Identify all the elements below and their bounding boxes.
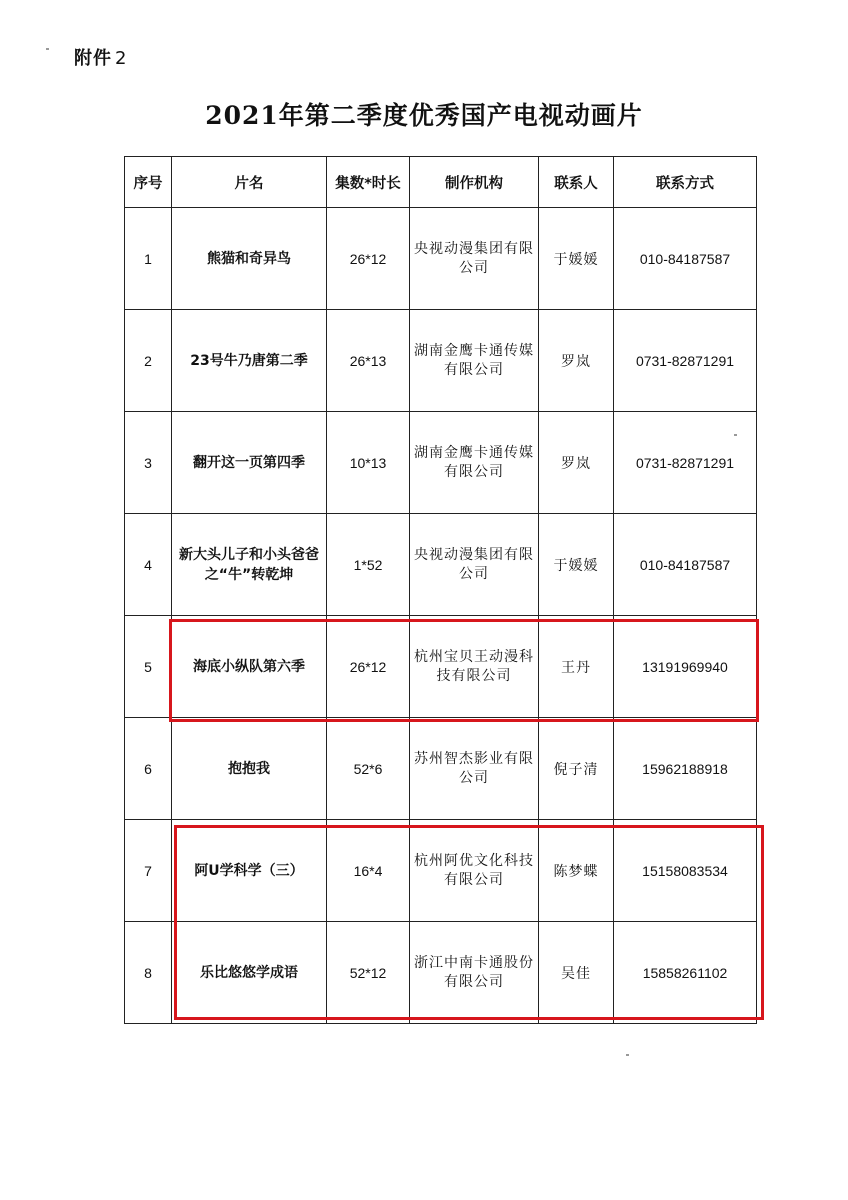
cell-name: 23号牛乃唐第二季 (172, 310, 327, 412)
animation-list-table (124, 156, 757, 1024)
cell-org: 湖南金鹰卡通传媒有限公司 (410, 310, 539, 412)
cell-episodes: 52*12 (327, 922, 410, 1024)
cell-phone: 010-84187587 (614, 208, 757, 310)
scan-speck (626, 1054, 629, 1056)
cell-org: 浙江中南卡通股份有限公司 (410, 922, 539, 1024)
cell-phone: 0731-82871291 (614, 310, 757, 412)
cell-org: 杭州宝贝王动漫科技有限公司 (410, 616, 539, 718)
attachment-label (74, 44, 127, 70)
cell-seq: 3 (125, 412, 172, 514)
cell-contact: 倪子清 (539, 718, 614, 820)
cell-contact: 吴佳 (539, 922, 614, 1024)
scan-speck (46, 48, 49, 50)
cell-seq: 5 (125, 616, 172, 718)
cell-episodes: 10*13 (327, 412, 410, 514)
cell-seq: 1 (125, 208, 172, 310)
cell-episodes: 52*6 (327, 718, 410, 820)
cell-seq: 6 (125, 718, 172, 820)
table-row (125, 616, 757, 718)
cell-name: 海底小纵队第六季 (172, 616, 327, 718)
header-name: 片名 (172, 157, 327, 208)
cell-org: 杭州阿优文化科技有限公司 (410, 820, 539, 922)
cell-contact: 于媛媛 (539, 208, 614, 310)
cell-org: 湖南金鹰卡通传媒有限公司 (410, 412, 539, 514)
header-contact: 联系人 (539, 157, 614, 208)
cell-contact: 陈梦蝶 (539, 820, 614, 922)
table-row (125, 310, 757, 412)
table-row (125, 412, 757, 514)
table-row (125, 922, 757, 1024)
cell-name: 乐比悠悠学成语 (172, 922, 327, 1024)
cell-episodes: 26*13 (327, 310, 410, 412)
cell-org: 央视动漫集团有限公司 (410, 208, 539, 310)
header-episodes: 集数*时长 (327, 157, 410, 208)
table-row (125, 718, 757, 820)
cell-phone: 15858261102 (614, 922, 757, 1024)
cell-phone: 0731-82871291 (614, 412, 757, 514)
cell-episodes: 1*52 (327, 514, 410, 616)
table-row (125, 820, 757, 922)
cell-contact: 罗岚 (539, 412, 614, 514)
attachment-number: 2 (115, 48, 128, 69)
cell-contact: 于媛媛 (539, 514, 614, 616)
cell-name: 翻开这一页第四季 (172, 412, 327, 514)
table-row (125, 514, 757, 616)
cell-episodes: 16*4 (327, 820, 410, 922)
cell-name: 熊猫和奇异鸟 (172, 208, 327, 310)
table-header-row (125, 157, 757, 208)
cell-phone: 010-84187587 (614, 514, 757, 616)
cell-seq: 8 (125, 922, 172, 1024)
cell-phone: 15962188918 (614, 718, 757, 820)
scan-speck (734, 434, 737, 436)
cell-seq: 7 (125, 820, 172, 922)
cell-episodes: 26*12 (327, 208, 410, 310)
cell-name: 新大头儿子和小头爸爸之“牛”转乾坤 (172, 514, 327, 616)
cell-org: 央视动漫集团有限公司 (410, 514, 539, 616)
header-org: 制作机构 (410, 157, 539, 208)
cell-phone: 15158083534 (614, 820, 757, 922)
cell-name: 阿U学科学（三） (172, 820, 327, 922)
header-seq: 序号 (125, 157, 172, 208)
cell-seq: 2 (125, 310, 172, 412)
cell-seq: 4 (125, 514, 172, 616)
cell-org: 苏州智杰影业有限公司 (410, 718, 539, 820)
header-phone: 联系方式 (614, 157, 757, 208)
cell-contact: 王丹 (539, 616, 614, 718)
cell-name: 抱抱我 (172, 718, 327, 820)
cell-episodes: 26*12 (327, 616, 410, 718)
table-row (125, 208, 757, 310)
cell-phone: 13191969940 (614, 616, 757, 718)
cell-contact: 罗岚 (539, 310, 614, 412)
attachment-text: 附件 (74, 48, 112, 69)
document-title: 2021年第二季度优秀国产电视动画片 (205, 101, 643, 130)
